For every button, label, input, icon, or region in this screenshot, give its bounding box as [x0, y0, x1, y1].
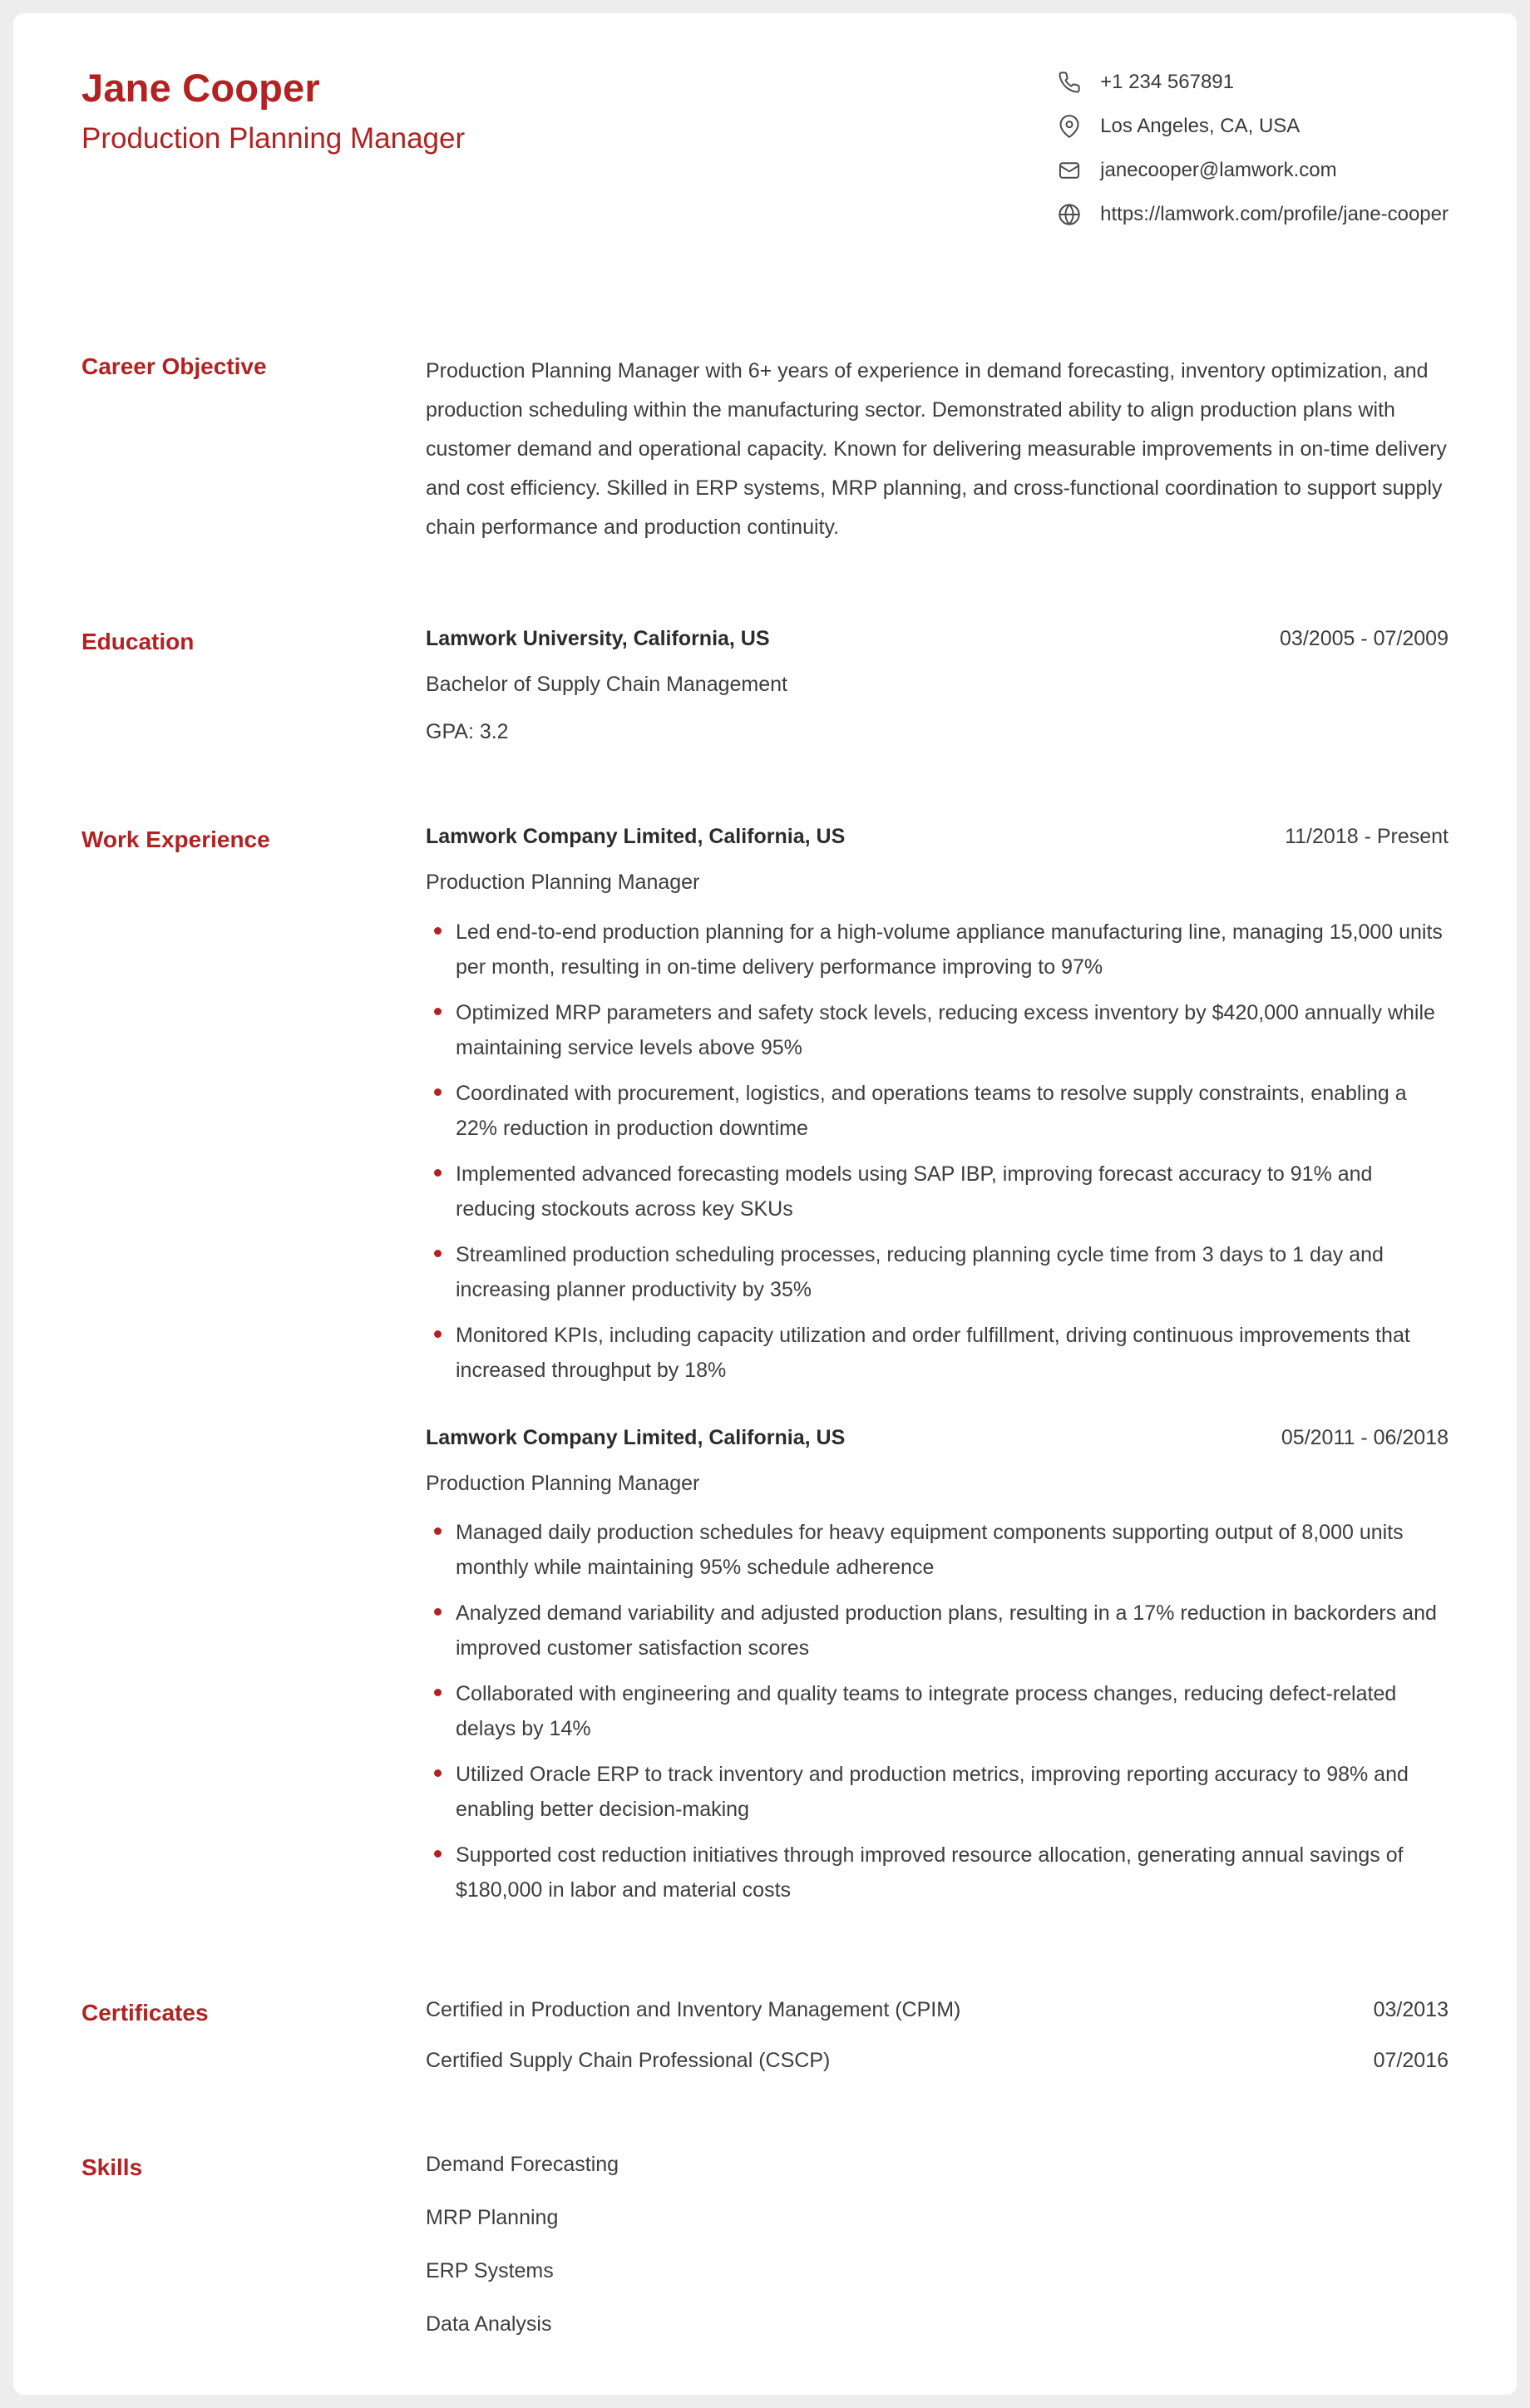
job-dates: 05/2011 - 06/2018	[1281, 1425, 1449, 1449]
contact-email-text: janecooper@lamwork.com	[1100, 159, 1337, 181]
job-bullet: Coordinated with procurement, logistics, and operations teams to resolve supply constraints, enabling a 22% reduction in production downtime	[426, 1076, 1449, 1146]
skills-heading: Skills	[81, 2154, 143, 2180]
education-gpa: GPA: 3.2	[426, 719, 509, 743]
job-bullet: Optimized MRP parameters and safety stock levels, reducing excess inventory by $420,000 annually while maintaining service levels above 95%	[426, 995, 1449, 1065]
contact-website-row	[1057, 202, 1449, 227]
job-dates: 11/2018 - Present	[1285, 825, 1449, 848]
job-company: Lamwork Company Limited, California, US	[426, 1425, 846, 1449]
work-experience-heading: Work Experience	[81, 827, 270, 852]
job-company: Lamwork Company Limited, California, US	[426, 825, 846, 848]
job-bullet: Streamlined production scheduling processes, reducing planning cycle time from 3 days to 1 day and increasing planner productivity by 35%	[426, 1237, 1449, 1307]
certificate-name: Certified in Production and Inventory Management (CPIM)	[426, 1998, 961, 2021]
section-career-objective	[81, 352, 1449, 547]
contact-location-text: Los Angeles, CA, USA	[1100, 115, 1300, 137]
section-education	[81, 627, 1449, 745]
job-entry-head	[426, 825, 1449, 849]
career-objective-text: Production Planning Manager with 6+ years of experience in demand forecasting, inventory optimization, and production scheduling within the manufacturing sector. Demonstrated ability to align production plans with customer demand and operational capacity. Known for delivering measurable improvements in on-time delivery and cost efficiency. Skilled in ERP systems, MRP planning, and cross-functional coordination to support supply chain performance and production continuity.	[426, 359, 1447, 539]
candidate-title: Production Planning Manager	[81, 122, 466, 155]
education-content	[426, 627, 1449, 745]
contact-website-text: https://lamwork.com/profile/jane-cooper	[1100, 203, 1449, 225]
job-bullet-list	[426, 915, 1449, 1388]
section-work-experience	[81, 825, 1449, 1918]
contact-location-row	[1057, 114, 1449, 139]
phone-icon	[1057, 70, 1082, 95]
contact-phone-text: +1 234 567891	[1100, 71, 1234, 93]
certificate-date: 07/2016	[1373, 2049, 1449, 2072]
job-bullet: Supported cost reduction initiatives through improved resource allocation, generating annual savings of $180,000 in labor and material costs	[426, 1838, 1449, 1907]
job-role: Production Planning Manager	[426, 871, 700, 894]
career-objective-heading: Career Objective	[81, 353, 267, 379]
certificate-name: Certified Supply Chain Professional (CSCP)	[426, 2049, 831, 2072]
job-role: Production Planning Manager	[426, 1471, 700, 1495]
skills-content	[426, 2153, 1449, 2336]
job-entry	[426, 825, 1449, 1388]
skill-item: Demand Forecasting	[426, 2153, 619, 2176]
resume-page	[13, 13, 1517, 2395]
job-bullet: Collaborated with engineering and quality teams to integrate process changes, reducing defect-related delays by 14%	[426, 1676, 1449, 1746]
education-entry-head	[426, 627, 1449, 651]
job-bullet: Utilized Oracle ERP to track inventory and production metrics, improving reporting accuracy to 98% and enabling better decision-making	[426, 1757, 1449, 1827]
job-entry-head	[426, 1426, 1449, 1450]
job-bullet: Led end-to-end production planning for a high-volume appliance manufacturing line, managing 15,000 units per month, resulting in on-time delivery performance improving to 97%	[426, 915, 1449, 984]
location-pin-icon	[1057, 114, 1082, 139]
job-bullet: Monitored KPIs, including capacity utilization and order fulfillment, driving continuous improvements that increased throughput by 18%	[426, 1318, 1449, 1388]
section-skills	[81, 2153, 1449, 2336]
section-certificates	[81, 1998, 1449, 2073]
globe-icon	[1057, 202, 1082, 227]
certificates-content	[426, 1998, 1449, 2073]
candidate-name: Jane Cooper	[81, 66, 320, 110]
work-experience-content	[426, 825, 1449, 1918]
job-bullet: Implemented advanced forecasting models using SAP IBP, improving forecast accuracy to 91% and reducing stockouts across key SKUs	[426, 1157, 1449, 1226]
identity-block	[81, 65, 465, 155]
education-school: Lamwork University, California, US	[426, 627, 770, 650]
certificate-date: 03/2013	[1373, 1998, 1449, 2021]
certificate-row	[426, 1998, 1449, 2022]
education-dates: 03/2005 - 07/2009	[1280, 627, 1449, 650]
career-objective-content	[426, 352, 1449, 547]
mail-icon	[1057, 158, 1082, 183]
job-bullet: Managed daily production schedules for heavy equipment components supporting output of 8,000 units monthly while maintaining 95% schedule adherence	[426, 1515, 1449, 1585]
contact-phone-row	[1057, 70, 1449, 95]
contact-block	[1057, 65, 1449, 227]
skill-item: MRP Planning	[426, 2206, 559, 2229]
skill-item: Data Analysis	[426, 2312, 552, 2336]
job-entry	[426, 1426, 1449, 1908]
certificate-row	[426, 2049, 1449, 2073]
certificates-heading: Certificates	[81, 2000, 209, 2026]
job-bullet-list	[426, 1515, 1449, 1907]
skill-item: ERP Systems	[426, 2259, 554, 2282]
contact-email-row	[1057, 158, 1449, 183]
education-heading: Education	[81, 629, 195, 654]
resume-header	[81, 65, 1449, 227]
education-degree: Bachelor of Supply Chain Management	[426, 673, 787, 696]
job-bullet: Analyzed demand variability and adjusted production plans, resulting in a 17% reduction in backorders and improved customer satisfaction scores	[426, 1596, 1449, 1665]
